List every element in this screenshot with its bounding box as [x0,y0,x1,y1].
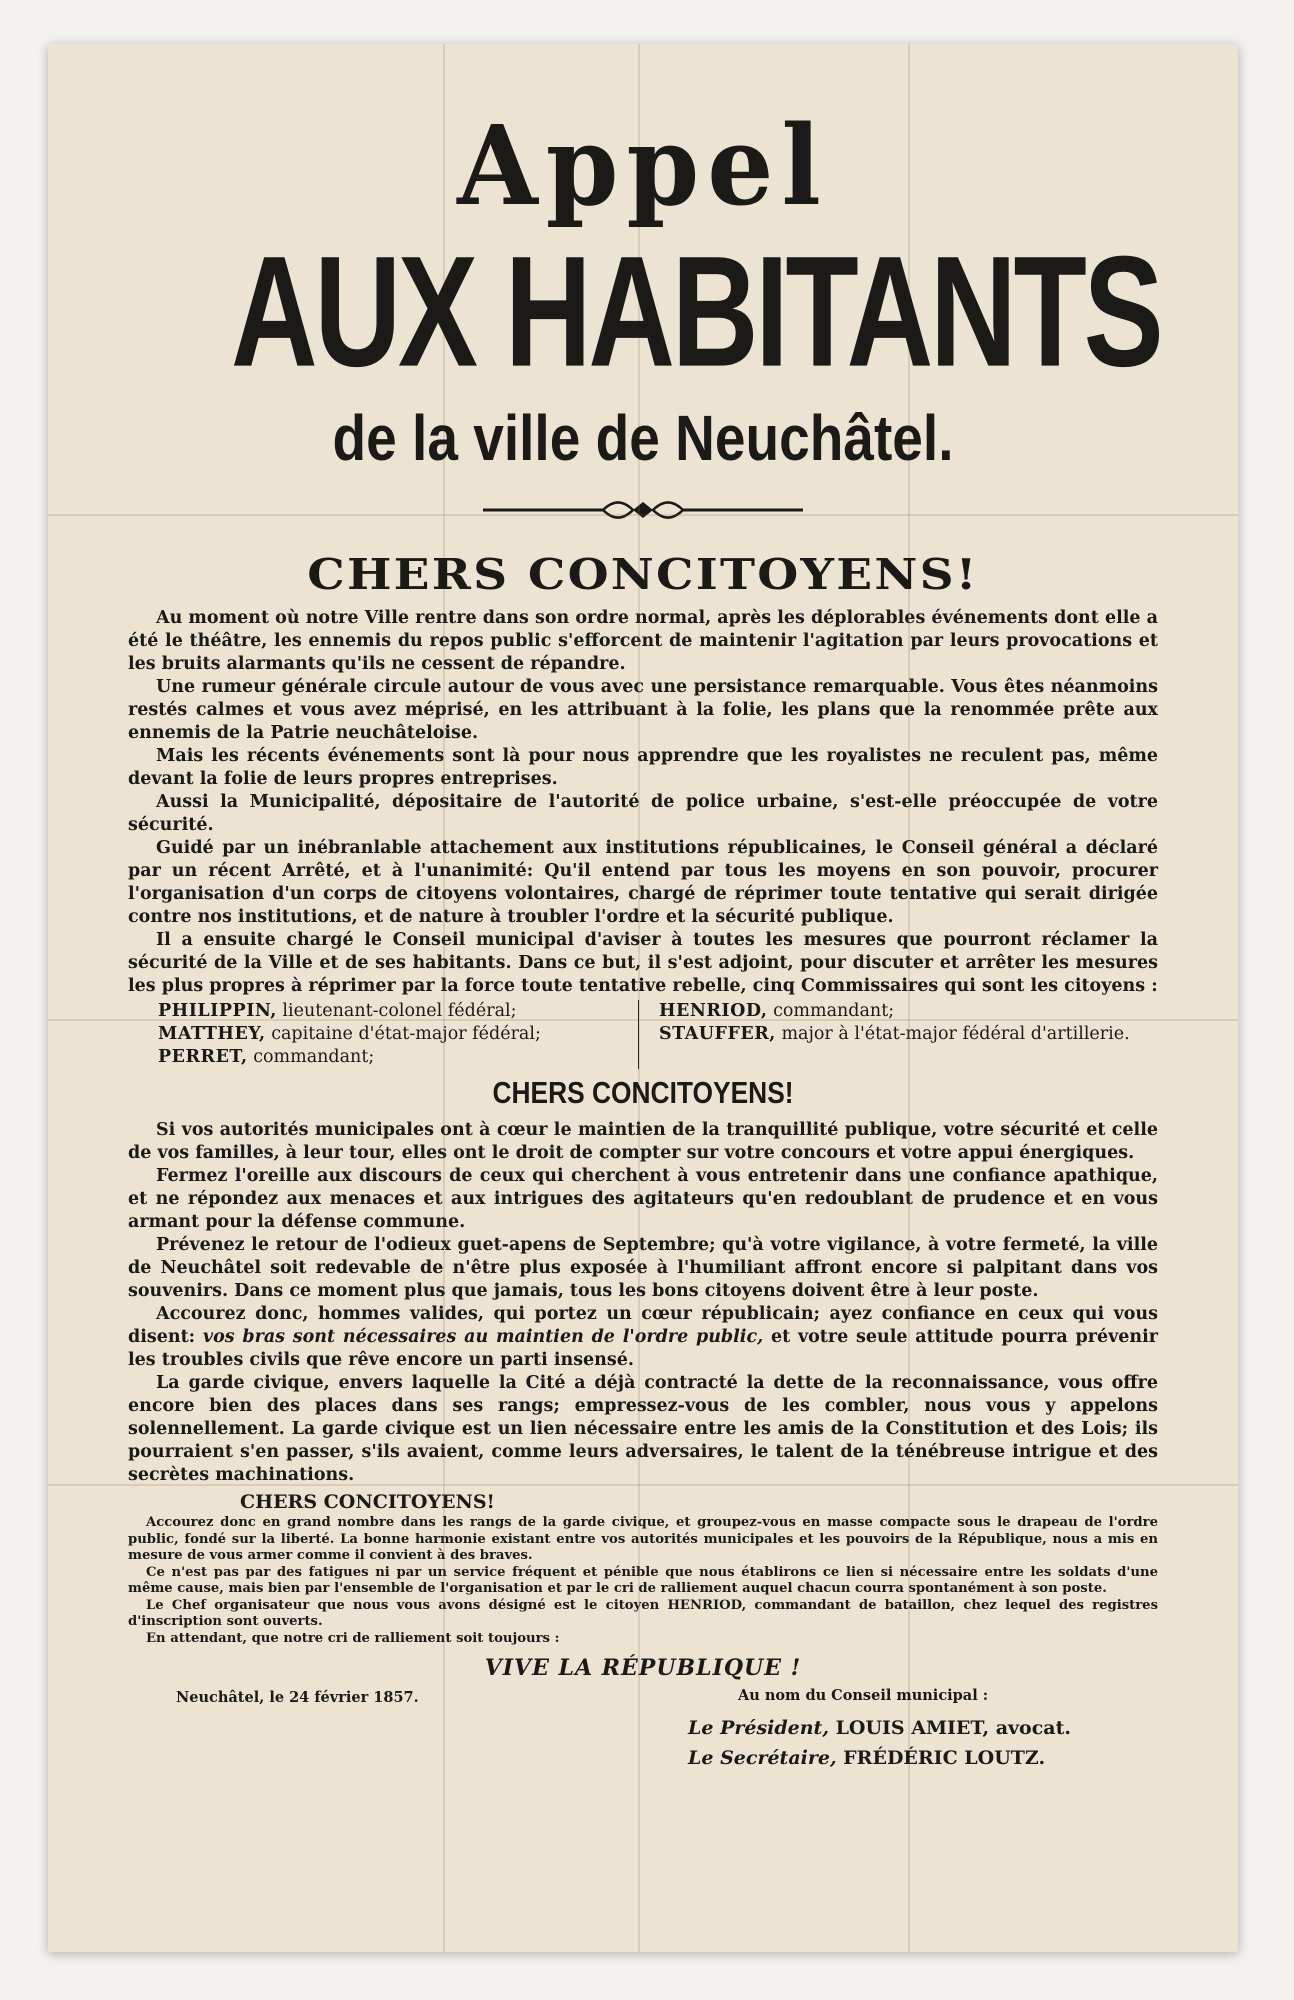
salutation-heading: CHERS CONCITOYENS! [240,1491,495,1513]
paragraph: Si vos autorités municipales ont à cœur le maintien de la tranquillité publique, votre sécurité et celle de vos familles, à leur tour, elles ont le droit de compter sur votre concours et votre appui énergiques. [128,1120,1158,1163]
paragraph: Il a ensuite chargé le Conseil municipal d'aviser à toutes les mesures que pourront réclamer la sécurité de la Ville et de ses habitants. Dans ce but, il s'est adjoint, pour discuter et arrêter les mesures les plus propres à réprimer par la force toute tentative rebelle, cinq Commissaires qui sont les citoyens : [128,930,1158,996]
section-1 [128,607,1158,998]
commissioner: HENRIOD, commandant; [659,1001,895,1021]
commissioner: PERRET, commandant; [158,1047,375,1067]
paragraph: Accourez donc en grand nombre dans les rangs de la garde civique, et groupez-vous en masse compacte sous le drapeau de l'ordre public, fondé sur la liberté. La bonne harmonie existant entre vos autorités municipales et les pouvoirs de la République, nous a mis en mesure de vous armer comme il convient à des braves. [128,1515,1158,1563]
place-date: Neuchâtel, le 24 février 1857. [176,1689,419,1706]
paragraph: Le Chef organisateur que nous vous avons désigné est le citoyen HENRIOD, commandant de bataillon, chez lequel des registres d'inscription sont ouverts. [128,1597,1158,1629]
paragraph: Ce n'est pas par des fatigues ni par un service fréquent et pénible que nous établirons ce lien si nécessaire entre les soldats d'une même cause, mais bien par l'ensemble de l'organisation et par le cri de ralliement auquel chacun courra spontanément à son poste. [128,1564,1158,1596]
secretary-signature: Le Secrétaire, FRÉDÉRIC LOUTZ. [688,1747,1046,1769]
section-2 [128,1119,1158,1487]
title-city: de la ville de Neuchâtel. [332,402,954,474]
scroll-ornament-icon [483,498,803,522]
commissioners-right [638,1000,1158,1069]
paragraph: Mais les récents événements sont là pour nous apprendre que les royalistes ne reculent pas, même devant la folie de leurs propres entreprises. [128,746,1158,789]
council-line: Au nom du Conseil municipal : [738,1687,989,1704]
paragraph: Accourez donc, hommes valides, qui portez un cœur républicain; ayez confiance en ceux qui vous disent: vos bras sont nécessaires au maintien de l'ordre public, et votre seule attitude pourra prévenir les troubles civils que rêve encore un parti insensé. [128,1304,1158,1370]
paragraph: Une rumeur générale circule autour de vous avec une persistance remarquable. Vous êtes néanmoins restés calmes et vous avez méprisé, en les attribuant à la folie, les plans que la renommée prête aux ennemis de la Patrie neuchâteloise. [128,677,1158,743]
fold-line [48,514,1238,516]
commissioner: STAUFFER, major à l'état-major fédéral d'artillerie. [659,1024,1130,1044]
paragraph: Fermez l'oreille aux discours de ceux qui cherchent à vous entretenir dans une confiance apathique, et ne répondez aux menaces et aux intrigues des agitateurs qu'en redoublant de prudence et en vous armant pour la défense commune. [128,1166,1158,1232]
commissioner: PHILIPPIN, lieutenant-colonel fédéral; [158,1001,517,1021]
footer [128,1685,1158,1785]
commissioners-left [128,1000,638,1069]
poster-sheet [48,44,1238,1952]
italic-phrase: vos bras sont nécessaires au maintien de l'ordre public, [202,1327,764,1347]
president-signature: Le Président, LOUIS AMIET, avocat. [688,1717,1071,1739]
salutation-heading: CHERS CONCITOYENS! [307,550,979,599]
rallying-cry: VIVE LA RÉPUBLIQUE ! [484,1655,802,1681]
paragraph: Au moment où notre Ville rentre dans son ordre normal, après les déplorables événements dont elle a été le théâtre, les ennemis du repos public s'efforcent de maintenir l'agitation par leurs provocations et les bruits alarmants qu'ils ne cessent de répandre. [128,608,1158,674]
title-appel: Appel [457,100,829,231]
fold-line [48,1484,1238,1486]
paragraph: La garde civique, envers laquelle la Cité a déjà contracté la dette de la reconnaissance, vous offre encore bien des places dans ses rangs; empressez-vous de les combler, nous vous y appelons solennellement. La garde civique est un lien nécessaire entre les amis de la Constitution et des Lois; ils pourraient s'en passer, s'ils avaient, comme leurs adversaires, le talent de la ténébreuse intrigue et des secrètes machinations. [128,1373,1158,1485]
fold-line [48,1019,1238,1021]
commissioners-list [128,1000,1158,1069]
paragraph: Prévenez le retour de l'odieux guet-apens de Septembre; qu'à votre vigilance, à votre fermeté, la ville de Neuchâtel soit redevable de n'être plus exposée à l'humiliant affront encore si palpitant dans vos souvenirs. Dans ce moment plus que jamais, tous les bons citoyens doivent être à leur poste. [128,1235,1158,1301]
section-3 [128,1515,1158,1647]
salutation-heading: CHERS CONCITOYENS! [492,1075,794,1110]
commissioner: MATTHEY, capitaine d'état-major fédéral; [158,1024,541,1044]
title-aux-habitants: AUX HABITANTS [231,222,1161,400]
paragraph: Guidé par un inébranlable attachement aux institutions républicaines, le Conseil général a déclaré par un récent Arrêté, et à l'unanimité: Qu'il entend par tous les moyens en son pouvoir, procurer l'organisation d'un corps de citoyens volontaires, chargé de réprimer toute tentative qui serait dirigée contre nos institutions, et de nature à troubler l'ordre et la sécurité publique. [128,838,1158,927]
paragraph: En attendant, que notre cri de ralliement soit toujours : [146,1630,560,1646]
paragraph: Aussi la Municipalité, dépositaire de l'autorité de police urbaine, s'est-elle préoccupée de votre sécurité. [128,792,1158,835]
